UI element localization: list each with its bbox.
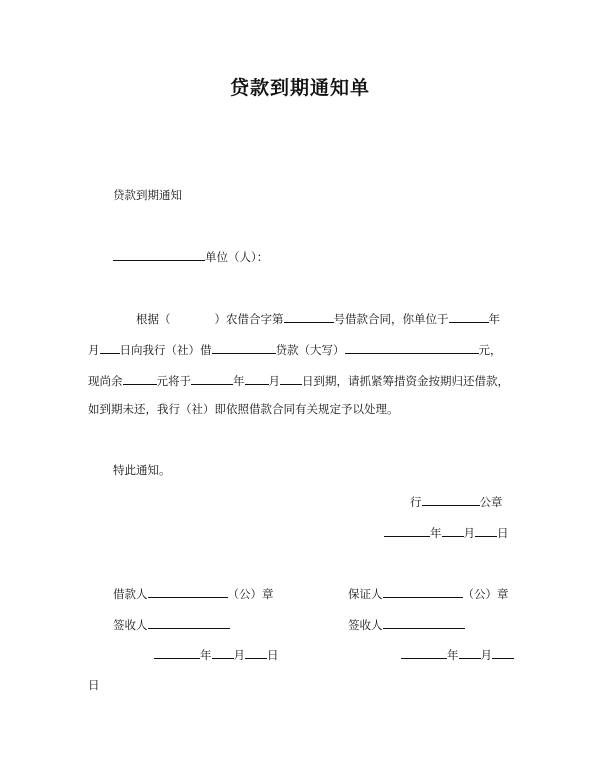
text-amount-words: 贷款（大写） xyxy=(275,343,345,357)
text-remaining: 现尚余 xyxy=(88,374,123,388)
text-month: 月 xyxy=(88,343,100,357)
paragraph-line-4: 如到期未还，我行（社）即依照借款合同有关规定予以处理。 xyxy=(88,402,399,416)
addressee-line xyxy=(113,248,268,265)
notice-heading: 贷款到期通知 xyxy=(113,188,182,202)
text-yuan: 元， xyxy=(478,343,502,357)
document-title: 贷款到期通知单 xyxy=(229,77,370,99)
bank-name-sign-blank[interactable] xyxy=(422,493,480,506)
text-month: 月 xyxy=(268,374,280,388)
paragraph-line-2 xyxy=(88,341,502,358)
contract-number-blank[interactable] xyxy=(284,310,334,323)
guarantor-date-line xyxy=(401,646,514,663)
addressee-suffix: 单位（人）： xyxy=(205,250,269,264)
borrower-seal: （公）章 xyxy=(227,587,274,601)
due-year-blank[interactable] xyxy=(191,372,233,385)
borrower-signer-line xyxy=(113,616,230,633)
text-contract-suffix: 号借款合同，你单位于 xyxy=(333,312,449,326)
guarantor-seal: （公）章 xyxy=(462,587,509,601)
text-day: 日 xyxy=(497,526,509,540)
borrower-label: 借款人 xyxy=(113,587,148,601)
addressee-blank[interactable] xyxy=(113,248,205,261)
bank-year-blank[interactable] xyxy=(384,524,430,537)
text-month: 月 xyxy=(480,648,492,662)
remaining-amount-blank[interactable] xyxy=(123,372,157,385)
paragraph-line-1 xyxy=(136,310,500,327)
borrower-day-blank[interactable] xyxy=(245,646,267,659)
bank-month-blank[interactable] xyxy=(442,524,464,537)
text-month: 月 xyxy=(233,648,245,662)
due-day-blank[interactable] xyxy=(280,372,302,385)
loan-year-blank[interactable] xyxy=(449,310,489,323)
guarantor-date-day-wrap: 日 xyxy=(88,678,100,692)
borrower-blank[interactable] xyxy=(148,585,228,598)
guarantor-signer-blank[interactable] xyxy=(383,616,465,629)
text-year: 年 xyxy=(233,374,245,388)
borrower-month-blank[interactable] xyxy=(212,646,234,659)
text-official-seal: 公章 xyxy=(479,495,503,509)
borrower-date-line xyxy=(154,646,279,663)
due-month-blank[interactable] xyxy=(245,372,269,385)
text-borrowed-from: 日向我行（社）借 xyxy=(119,343,212,357)
guarantor-month-blank[interactable] xyxy=(459,646,481,659)
guarantor-blank[interactable] xyxy=(383,585,463,598)
text-according-to: 根据（ xyxy=(136,312,171,326)
text-year: 年 xyxy=(447,648,459,662)
bank-date-line xyxy=(384,524,509,541)
text-repay-request: 日到期，请抓紧筹措资金按期归还借款， xyxy=(302,374,509,388)
borrower-year-blank[interactable] xyxy=(154,646,200,659)
loan-day-blank[interactable] xyxy=(100,341,120,354)
text-year: 年 xyxy=(430,526,442,540)
guarantor-signer-label: 签收人 xyxy=(348,618,383,632)
bank-day-blank[interactable] xyxy=(475,524,497,537)
borrower-line xyxy=(113,585,274,602)
loan-type-blank[interactable] xyxy=(212,341,276,354)
bank-seal-line xyxy=(410,493,503,510)
guarantor-day-blank[interactable] xyxy=(492,646,514,659)
text-month: 月 xyxy=(463,526,475,540)
text-bank: 行 xyxy=(410,495,422,509)
amount-words-blank[interactable] xyxy=(345,341,479,354)
text-day: 日 xyxy=(267,648,279,662)
paragraph-line-3 xyxy=(88,372,509,389)
text-contract-prefix: ）农借合字第 xyxy=(214,312,284,326)
guarantor-signer-line xyxy=(348,616,465,633)
text-due-on: 元将于 xyxy=(156,374,191,388)
guarantor-line xyxy=(348,585,509,602)
guarantor-label: 保证人 xyxy=(348,587,383,601)
text-year: 年 xyxy=(488,312,500,326)
notice-closing: 特此通知。 xyxy=(113,463,171,477)
borrower-signer-blank[interactable] xyxy=(148,616,230,629)
guarantor-year-blank[interactable] xyxy=(401,646,447,659)
borrower-signer-label: 签收人 xyxy=(113,618,148,632)
text-year: 年 xyxy=(200,648,212,662)
